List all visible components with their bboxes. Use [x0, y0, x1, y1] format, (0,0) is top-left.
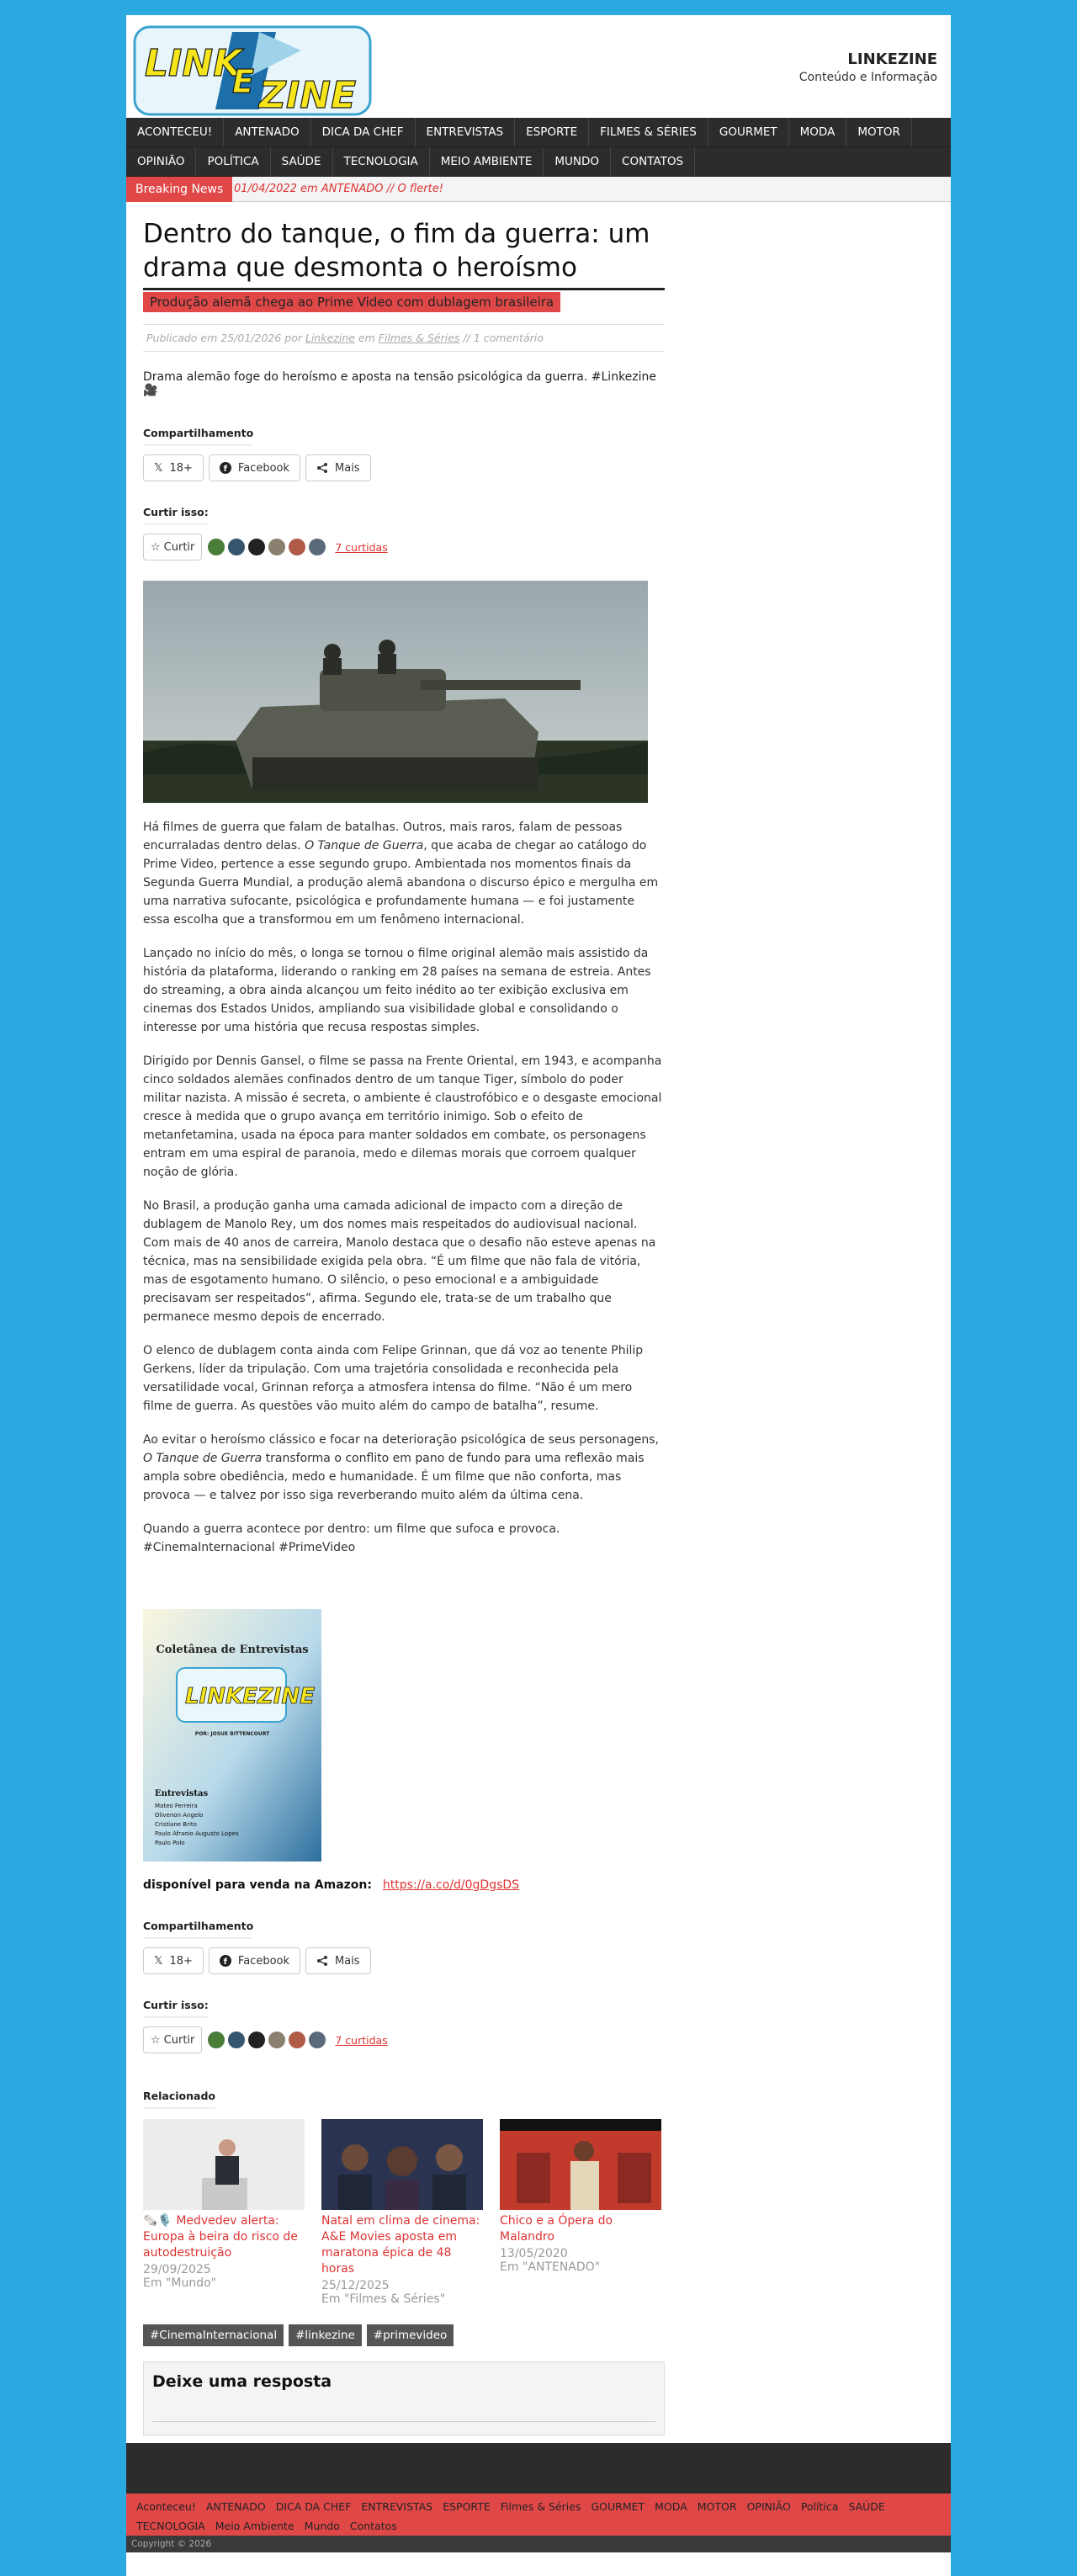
- nav-item[interactable]: ACONTECEU!: [126, 118, 224, 146]
- article-paragraph: Há filmes de guerra que falam de batalhas. Outros, mais raros, falam de pessoas encurraladas dentro delas. O Tanque de Guerra, que acaba de chegar ao catálogo do Prime Video, pertence a esse segundo grupo. Ambientada nos momentos finais da Segunda Guerra Mundial, a produção alemã abandona o discurso épico e mergulha em uma narrativa sufocante, psicológica e profundamente humana — e foi justamente essa escolha que a transformou em um fenômeno internacional.: [143, 821, 659, 927]
- footer-link[interactable]: Contatos: [349, 2520, 397, 2532]
- nav-item[interactable]: MEIO AMBIENTE: [430, 147, 544, 176]
- share-label: Compartilhamento: [143, 1920, 253, 1939]
- footer-link[interactable]: Política: [800, 2500, 839, 2513]
- meta-author-link[interactable]: Linkezine: [305, 332, 355, 344]
- cover-name: Mateo Ferreira: [155, 1803, 198, 1809]
- article-intro: Drama alemão foge do heroísmo e aposta na tensão psicológica da guerra. #Linkezine 🎥: [143, 370, 657, 397]
- main-nav: [126, 118, 951, 177]
- nav-item[interactable]: ANTENADO: [224, 118, 310, 146]
- share-facebook-button[interactable]: f Facebook: [209, 454, 300, 481]
- share-section: [143, 424, 665, 481]
- related-thumbnail[interactable]: [321, 2119, 483, 2210]
- footer-link[interactable]: Mundo: [304, 2520, 340, 2532]
- nav-item[interactable]: DICA DA CHEF: [311, 118, 416, 146]
- article-title: Dentro do tanque, o fim da guerra: um drama que desmonta o heroísmo: [143, 217, 665, 290]
- nav-item[interactable]: MOTOR: [846, 118, 912, 146]
- related-thumbnail[interactable]: [143, 2119, 305, 2210]
- footer-link[interactable]: ANTENADO: [205, 2500, 266, 2513]
- facebook-icon: [220, 462, 231, 474]
- share-icon: [316, 1955, 328, 1967]
- related-date: 29/09/2025: [143, 2263, 211, 2276]
- article-paragraph: No Brasil, a produção ganha uma camada adicional de impacto com a direção de dublagem de Manolo Rey, um dos nomes mais respeitados do audiovisual nacional. Com mais de 40 anos de carreira, Manolo destaca que o desafio não esteve apenas na técnica, mas na sensibilidade exigida pela obra. “É um filme que não fala de vitória, mas de esgotamento humano. O silêncio, o peso emocional e a ambiguidade precisavam ser respeitados”, afirma. Segundo ele, trata-se de um trabalho que permanece mesmo depois de encerrado.: [143, 1199, 656, 1324]
- avatar[interactable]: [268, 538, 286, 556]
- share-more-button[interactable]: Mais: [305, 454, 371, 481]
- nav-item[interactable]: MUNDO: [544, 147, 611, 176]
- meta-category-link[interactable]: Filmes & Séries: [378, 332, 460, 344]
- svg-text:f: f: [223, 465, 227, 474]
- cover-author: POR: JOSUE BITTENCOURT: [194, 1731, 270, 1737]
- site-title[interactable]: LINKEZINE: [847, 50, 937, 68]
- related-category: Em "Filmes & Séries": [321, 2292, 446, 2306]
- avatar[interactable]: [227, 2031, 246, 2049]
- tag-link[interactable]: #linkezine: [289, 2324, 362, 2346]
- reply-title: Deixe uma resposta: [152, 2372, 332, 2391]
- nav-item[interactable]: MODA: [789, 118, 847, 146]
- reply-divider: [152, 2421, 655, 2422]
- avatar[interactable]: [288, 538, 306, 556]
- related-thumbnail[interactable]: [500, 2119, 661, 2210]
- liker-avatars: [207, 538, 326, 556]
- related-item[interactable]: [500, 2119, 661, 2306]
- nav-item[interactable]: ESPORTE: [515, 118, 589, 146]
- share-section-bottom: [143, 1917, 665, 1974]
- copyright: Copyright © 2026: [126, 2536, 951, 2552]
- share-icon: [316, 462, 328, 474]
- footer-link[interactable]: TECNOLOGIA: [136, 2520, 205, 2532]
- page-container: [126, 15, 951, 2576]
- related-section: [143, 2087, 665, 2306]
- cover-list-title: Entrevistas: [155, 1789, 209, 1798]
- tag-list: [143, 2324, 665, 2346]
- avatar[interactable]: [247, 2031, 266, 2049]
- related-label: Relacionado: [143, 2090, 215, 2109]
- article: [143, 217, 665, 2435]
- nav-item[interactable]: TECNOLOGIA: [333, 147, 430, 176]
- related-item[interactable]: [321, 2119, 483, 2306]
- footer-link[interactable]: MODA: [655, 2500, 687, 2513]
- avatar[interactable]: [308, 538, 326, 556]
- cover-name: Paulo Afranio Augusto Lopes: [155, 1830, 239, 1837]
- footer-link[interactable]: Aconteceu!: [136, 2500, 196, 2513]
- footer-link[interactable]: GOURMET: [591, 2500, 645, 2513]
- cover-name: Cristiane Brito: [155, 1821, 197, 1828]
- avatar[interactable]: [308, 2031, 326, 2049]
- site-description: Conteúdo e Informação: [798, 71, 937, 84]
- svg-text:LINK: LINK: [145, 42, 242, 85]
- breaking-news-bar: [126, 177, 951, 202]
- article-subtitle: Produção alemã chega ao Prime Video com dublagem brasileira: [143, 292, 560, 312]
- nav-item[interactable]: CONTATOS: [611, 147, 695, 176]
- footer-link[interactable]: OPINIÃO: [746, 2500, 791, 2513]
- related-category: Em "Mundo": [143, 2276, 217, 2290]
- nav-item[interactable]: GOURMET: [708, 118, 789, 146]
- meta-published: Publicado em 25/01/2026 por: [146, 332, 303, 344]
- share-facebook-button[interactable]: f Facebook: [209, 1947, 300, 1974]
- article-paragraph: O elenco de dublagem conta ainda com Felipe Grinnan, que dá voz ao tenente Philip Gerkens, líder da tripulação. Com uma trajetória consolidada e reconhecida pela versatilidade vocal, Grinnan reforça a atmosfera intensa do filme. “Não é um mero filme de guerra. As questões vão muito além do campo de batalha”, resume.: [143, 1344, 644, 1413]
- svg-text:E: E: [232, 63, 254, 100]
- article-meta: [143, 324, 665, 352]
- x-icon: 𝕏: [154, 1954, 163, 1968]
- nav-row-1: [126, 118, 951, 147]
- nav-row-2: [126, 147, 951, 177]
- related-title[interactable]: Natal em clima de cinema: A&E Movies aposta em maratona épica de 48 horas: [321, 2214, 480, 2276]
- share-x-button[interactable]: 𝕏 18+: [143, 454, 204, 481]
- star-icon: ☆: [151, 2033, 161, 2047]
- article-paragraph: Dirigido por Dennis Gansel, o filme se passa na Frente Oriental, em 1943, e acompanha cinco soldados alemães confinados dentro de um tanque Tiger, símbolo do poder militar nazista. A missão é secreta, o ambiente é claustrofóbico e o desgaste emocional cresce à medida que o grupo avança em território inimigo. Sob o efeito de metanfetamina, usada na época para manter soldados em combate, os personagens entram em uma espiral de paranoia, medo e dilemas morais que corroem qualquer noção de glória.: [143, 1054, 662, 1179]
- site-header: [126, 15, 951, 118]
- svg-text:ZINE: ZINE: [259, 74, 357, 116]
- related-date: 13/05/2020: [500, 2247, 568, 2260]
- article-paragraph: Quando a guerra acontece por dentro: um filme que sufoca e provoca. #CinemaInternacional #PrimeVideo: [143, 1522, 560, 1554]
- cover-name: Olivenon Angelo: [155, 1812, 204, 1819]
- nav-item[interactable]: ENTREVISTAS: [416, 118, 516, 146]
- avatar[interactable]: [207, 2031, 225, 2049]
- amazon-link[interactable]: https://a.co/d/0gDgsDS: [382, 1878, 520, 1892]
- tag-link[interactable]: #CinemaInternacional: [143, 2324, 284, 2346]
- share-x-button[interactable]: 𝕏 18+: [143, 1947, 204, 1974]
- svg-text:LINKEZINE: LINKEZINE: [185, 1684, 315, 1709]
- reply-box: [143, 2361, 665, 2435]
- nav-item[interactable]: POLÍTICA: [196, 147, 270, 176]
- footer-link[interactable]: ESPORTE: [443, 2500, 491, 2513]
- star-icon: ☆: [151, 540, 161, 554]
- cover-name: Paulo Polo: [155, 1840, 185, 1846]
- footer-link[interactable]: ENTREVISTAS: [361, 2500, 433, 2513]
- meta-comments[interactable]: // 1 comentário: [463, 332, 544, 344]
- article-paragraph: Lançado no início do mês, o longa se tornou o filme original alemão mais assistido da história da plataforma, liderando o ranking em 28 países na semana de estreia. Antes do streaming, a obra ainda alcançou um feito inédito ao ter exibição exclusiva em cinemas dos Estados Unidos, ampliando sua visibilidade global e consolidando o interesse por uma história que recusa respostas simples.: [143, 947, 651, 1034]
- cover-title: Coletânea de Entrevistas: [156, 1644, 309, 1656]
- share-label: Compartilhamento: [143, 427, 253, 446]
- avatar[interactable]: [247, 538, 266, 556]
- nav-item[interactable]: SAÚDE: [271, 147, 333, 176]
- book-cover[interactable]: [143, 1609, 321, 1862]
- like-button[interactable]: ☆ Curtir: [143, 2026, 202, 2053]
- meta-in: em: [358, 332, 375, 344]
- related-category: Em "ANTENADO": [500, 2260, 601, 2274]
- related-title[interactable]: 🗞️🎙️ Medvedev alerta: Europa à beira do risco de autodestruição: [143, 2214, 298, 2260]
- nav-item[interactable]: FILMES & SÉRIES: [589, 118, 708, 146]
- like-section-bottom: [143, 1996, 665, 2053]
- like-button[interactable]: ☆ Curtir: [143, 534, 202, 560]
- x-icon: 𝕏: [154, 461, 163, 475]
- footer-link[interactable]: MOTOR: [697, 2500, 737, 2513]
- avatar[interactable]: [288, 2031, 306, 2049]
- likes-count-link[interactable]: 7 curtidas: [335, 2033, 388, 2047]
- related-date: 25/12/2025: [321, 2279, 390, 2292]
- article-paragraph: Ao evitar o heroísmo clássico e focar na deterioração psicológica de seus personagens, O Tanque de Guerra transforma o conflito em pano de fundo para uma reflexão mais ampla sobre obediência, medo e humanidade. É um filme que não conforta, mas provoca — e talvez por isso siga reverberando muito além da última cena.: [143, 1433, 659, 1502]
- footer-widgets: [126, 2443, 951, 2494]
- facebook-icon: [220, 1955, 231, 1967]
- avatar[interactable]: [207, 538, 225, 556]
- avatar[interactable]: [268, 2031, 286, 2049]
- like-section: [143, 503, 665, 560]
- tank-photo: [143, 581, 648, 803]
- footer-link[interactable]: Filmes & Séries: [500, 2500, 581, 2513]
- footer-link[interactable]: SAÚDE: [848, 2500, 885, 2513]
- like-label: Curtir isso:: [143, 1999, 209, 2018]
- related-item[interactable]: [143, 2119, 305, 2306]
- like-label: Curtir isso:: [143, 506, 209, 525]
- footer-link[interactable]: DICA DA CHEF: [275, 2500, 352, 2513]
- tag-link[interactable]: #primevideo: [367, 2324, 454, 2346]
- avatar[interactable]: [227, 538, 246, 556]
- related-title[interactable]: Chico e a Ópera do Malandro: [500, 2214, 613, 2244]
- liker-avatars: [207, 2031, 326, 2049]
- breaking-news-label: Breaking News: [126, 177, 232, 202]
- share-more-button[interactable]: Mais: [305, 1947, 371, 1974]
- breaking-news-link[interactable]: 01/04/2022 em ANTENADO // O flerte!: [234, 183, 443, 195]
- footer-link[interactable]: Meio Ambiente: [215, 2520, 294, 2532]
- footer-menu: [126, 2494, 951, 2536]
- amazon-line: disponível para venda na Amazon: https://a.co/d/0gDgsDS: [143, 1878, 520, 1892]
- linkezine-logo[interactable]: [133, 25, 372, 116]
- svg-text:f: f: [223, 1957, 227, 1967]
- nav-item[interactable]: OPINIÃO: [126, 147, 196, 176]
- likes-count-link[interactable]: 7 curtidas: [335, 540, 388, 554]
